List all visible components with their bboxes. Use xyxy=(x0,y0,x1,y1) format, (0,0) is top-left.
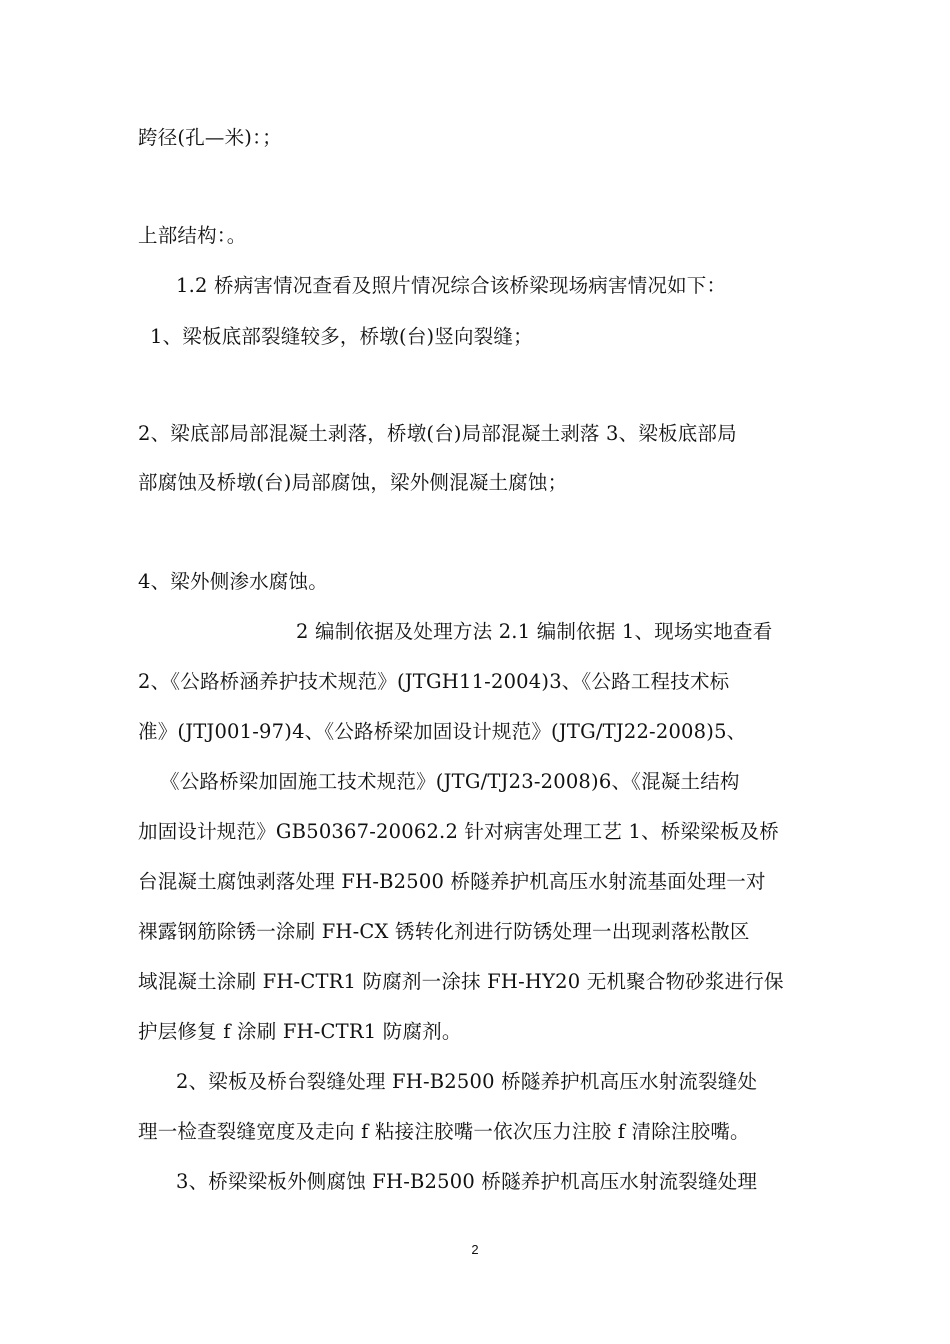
superstructure-line: 上部结构：。 xyxy=(138,224,247,247)
section-2-heading: 2 编制依据及处理方法 2.1 编制依据 1、现场实地查看 xyxy=(296,620,773,643)
paragraph-line: 准》(JTJ001-97)4、《公路桥梁加固设计规范》(JTG/TJ22-2008)5、 xyxy=(138,720,747,743)
defect-item-4: 4、梁外侧渗水腐蚀。 xyxy=(138,570,328,593)
paragraph-line: 台混凝土腐蚀剥落处理 FH-B2500 桥隧养护机高压水射流基面处理一对 xyxy=(138,870,766,893)
paragraph-line: 护层修复 f 涂刷 FH-CTR1 防腐剂。 xyxy=(138,1020,462,1043)
paragraph-line: 2、《公路桥涵养护技术规范》(JTGH11-2004)3、《公路工程技术标 xyxy=(138,670,730,693)
paragraph-line: 《公路桥梁加固施工技术规范》(JTG/TJ23-2008)6、《混凝土结构 xyxy=(160,770,740,793)
paragraph-line: 加固设计规范》GB50367-20062.2 针对病害处理工艺 1、桥梁梁板及桥 xyxy=(138,820,779,843)
paragraph-line: 3、桥梁梁板外侧腐蚀 FH-B2500 桥隧养护机高压水射流裂缝处理 xyxy=(176,1170,758,1193)
defect-item-1: 1、梁板底部裂缝较多，桥墩(台)竖向裂缝； xyxy=(150,325,533,348)
section-1-2-heading: 1.2 桥病害情况查看及照片情况综合该桥梁现场病害情况如下： xyxy=(176,274,727,297)
paragraph-line: 2、梁板及桥台裂缝处理 FH-B2500 桥隧养护机高压水射流裂缝处 xyxy=(176,1070,758,1093)
span-line: 跨径(孔—米)：； xyxy=(138,126,282,149)
paragraph-line: 理一检查裂缝宽度及走向 f 粘接注胶嘴一依次压力注胶 f 清除注胶嘴。 xyxy=(138,1120,750,1143)
paragraph-line: 域混凝土涂刷 FH-CTR1 防腐剂一涂抹 FH-HY20 无机聚合物砂浆进行保 xyxy=(138,970,784,993)
page-number: 2 xyxy=(471,1242,479,1257)
defect-item-2-line-2: 部腐蚀及桥墩(台)局部腐蚀，梁外侧混凝土腐蚀； xyxy=(138,471,568,494)
defect-item-2-line-1: 2、梁底部局部混凝土剥落，桥墩(台)局部混凝土剥落 3、梁板底部局 xyxy=(138,422,737,445)
paragraph-line: 裸露钢筋除锈一涂刷 FH-CX 锈转化剂进行防锈处理一出现剥落松散区 xyxy=(138,920,750,943)
